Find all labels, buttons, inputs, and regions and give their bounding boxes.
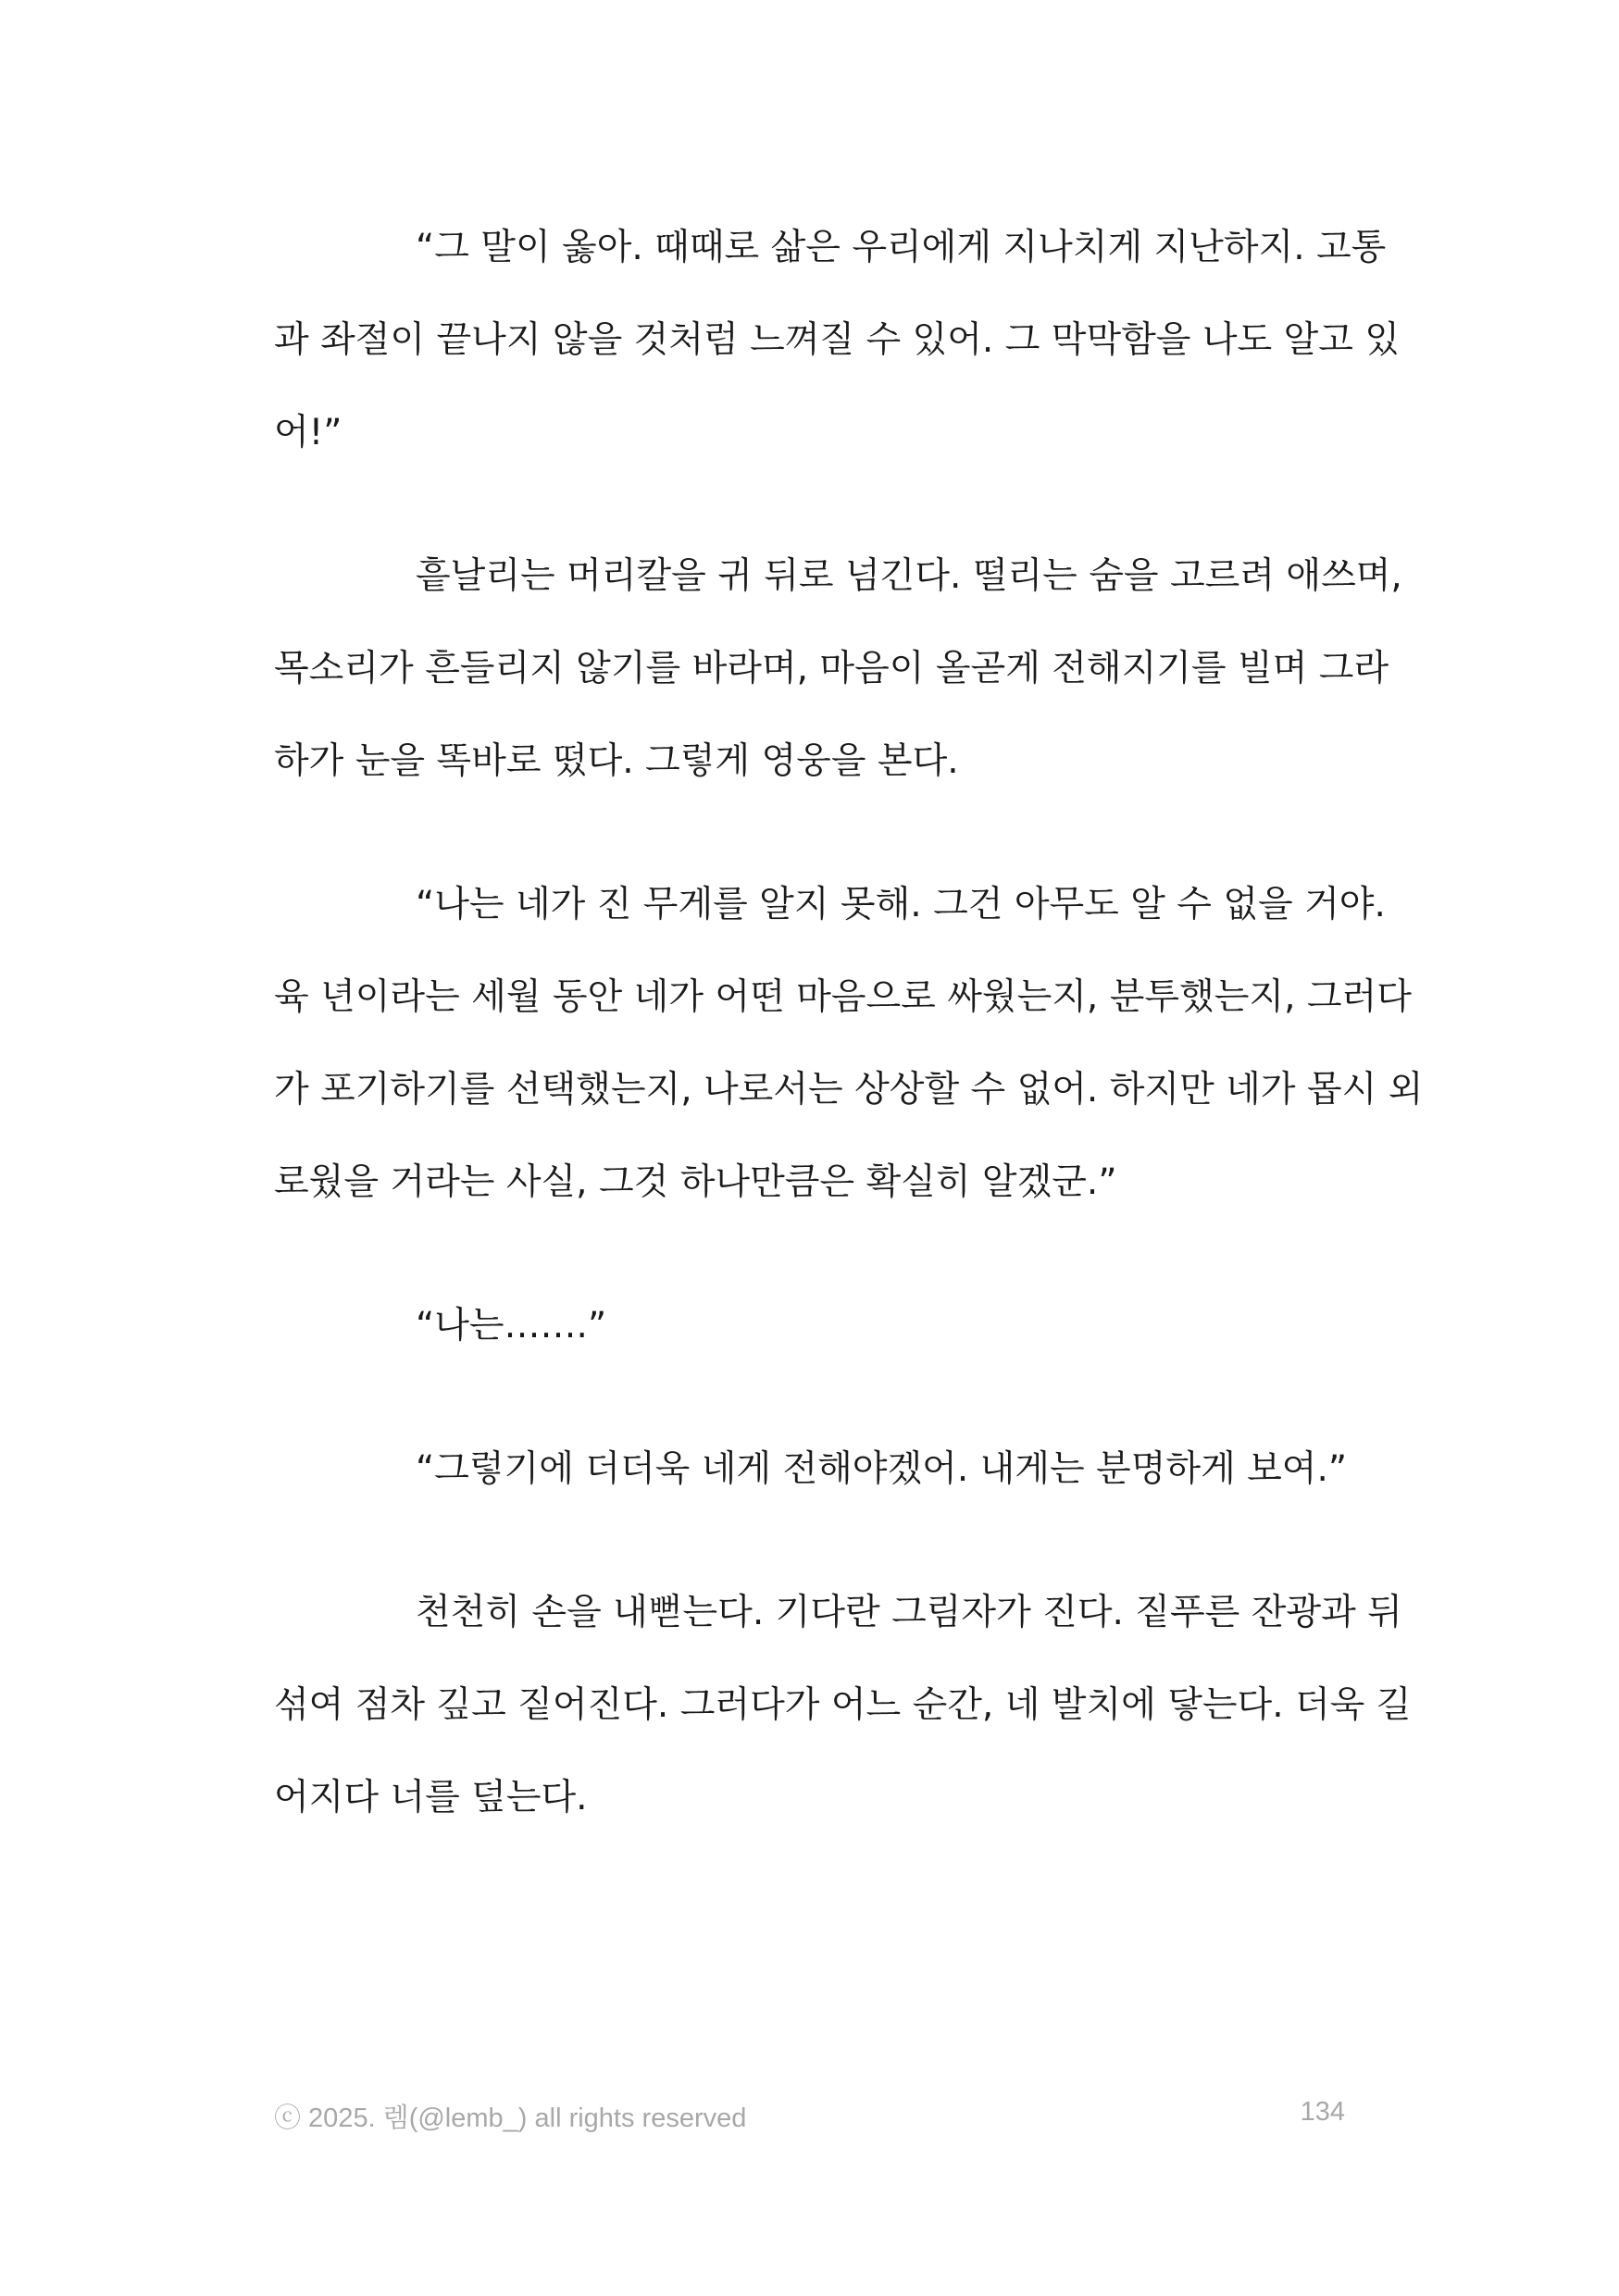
body-text (274, 202, 1424, 1844)
text-line: 목소리가 흔들리지 않기를 바라며, 마음이 올곧게 전해지기를 빌며 그라 (274, 648, 1389, 689)
text-line: 육 년이라는 세월 동안 네가 어떤 마음으로 싸웠는지, 분투했는지, 그러다 (274, 976, 1412, 1018)
paragraph-gap (274, 808, 1345, 859)
paragraph (274, 1280, 1345, 1372)
text-line: 로웠을 거라는 사실, 그것 하나만큼은 확실히 알겠군.” (274, 1161, 1117, 1203)
paragraph (274, 530, 1402, 808)
paragraph-gap (274, 1516, 1345, 1567)
text-line: 어!” (274, 412, 342, 453)
text-line: 흩날리는 머리칼을 귀 뒤로 넘긴다. 떨리는 숨을 고르려 애쓰며, (416, 555, 1402, 597)
text-line: “그 말이 옳아. 때때로 삶은 우리에게 지나치게 지난하지. 고통 (416, 227, 1387, 268)
text-line: 어지다 너를 덮는다. (274, 1777, 588, 1818)
text-line: 과 좌절이 끝나지 않을 것처럼 느껴질 수 있어. 그 막막함을 나도 알고 있 (274, 319, 1401, 361)
text-line: “그렇기에 더더욱 네게 전해야겠어. 내게는 분명하게 보여.” (416, 1448, 1348, 1490)
text-line: 섞여 점차 깊고 짙어진다. 그러다가 어느 순간, 네 발치에 닿는다. 더욱 길 (274, 1684, 1412, 1726)
text-line: 하가 눈을 똑바로 떴다. 그렇게 영웅을 본다. (274, 740, 959, 782)
text-line: “나는 네가 진 무게를 알지 못해. 그건 아무도 알 수 없을 거야. (416, 884, 1386, 925)
paragraph (274, 202, 1401, 479)
paragraph-gap (274, 1372, 1345, 1423)
paragraph (274, 1423, 1348, 1516)
paragraph (274, 859, 1424, 1229)
paragraph-gap (274, 1229, 1345, 1280)
text-line: 가 포기하기를 선택했는지, 나로서는 상상할 수 없어. 하지만 네가 몹시 외 (274, 1069, 1424, 1111)
text-line: “나는…….” (416, 1305, 607, 1347)
text-line: 천천히 손을 내뻗는다. 기다란 그림자가 진다. 짙푸른 잔광과 뒤 (416, 1592, 1402, 1633)
page-number: 134 (1300, 2097, 1345, 2127)
paragraph (274, 1567, 1412, 1844)
paragraph-gap (274, 479, 1345, 530)
footer-copyright: ⓒ 2025. 렘(@lemb_) all rights reserved (274, 2104, 747, 2133)
